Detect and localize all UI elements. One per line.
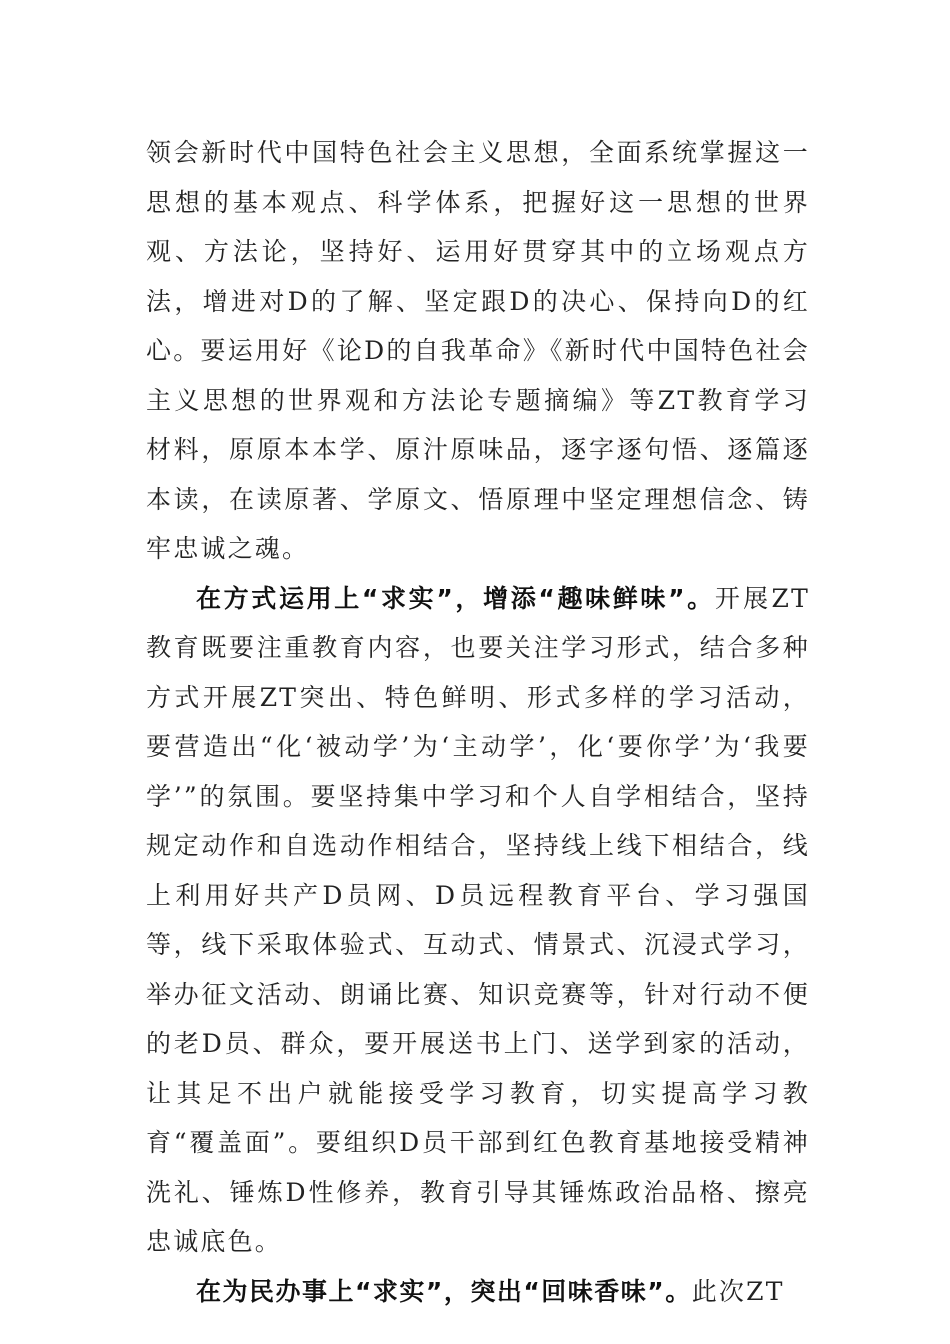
document-body <box>146 128 810 1316</box>
paragraph-3-heading: 在为民办事上“求实”，突出“回味香味”。 <box>196 1276 692 1306</box>
paragraph-2-body: 开展ZT教育既要注重教育内容，也要关注学习形式，结合多种方式开展ZT突出、特色鲜明、形式多样的学习活动，要营造出“化‘被动学’为‘主动学’，化‘要你学’为‘我要学’”的氛围。要坚持集中学习和个人自学相结合，坚持规定动作和自选动作相结合，坚持线上线下相结合，线上利用好共产D员网、D员远程教育平台、学习强国等，线下采取体验式、互动式、情景式、沉浸式学习，举办征文活动、朗诵比赛、知识竞赛等，针对行动不便的老D员、群众，要开展送书上门、送学到家的活动，让其足不出户就能接受学习教育，切实提高学习教育“覆盖面”。要组织D员干部到红色教育基地接受精神洗礼、锤炼D性修养，教育引导其锤炼政治品格、擦亮忠诚底色。 <box>146 583 810 1256</box>
paragraph-3 <box>146 1267 810 1317</box>
paragraph-1 <box>146 128 810 574</box>
paragraph-1-body: 领会新时代中国特色社会主义思想，全面系统掌握这一思想的基本观点、科学体系，把握好这一思想的世界观、方法论，坚持好、运用好贯穿其中的立场观点方法，增进对D的了解、坚定跟D的决心、保持向D的红心。要运用好《论D的自我革命》《新时代中国特色社会主义思想的世界观和方法论专题摘编》等ZT教育学习材料，原原本本学、原汁原味品，逐字逐句悟、逐篇逐本读，在读原著、学原文、悟原理中坚定理想信念、铸牢忠诚之魂。 <box>146 138 810 563</box>
paragraph-3-body: 此次ZT <box>691 1276 785 1306</box>
paragraph-2 <box>146 574 810 1267</box>
paragraph-2-heading: 在方式运用上“求实”，增添“趣味鲜味”。 <box>196 583 715 613</box>
